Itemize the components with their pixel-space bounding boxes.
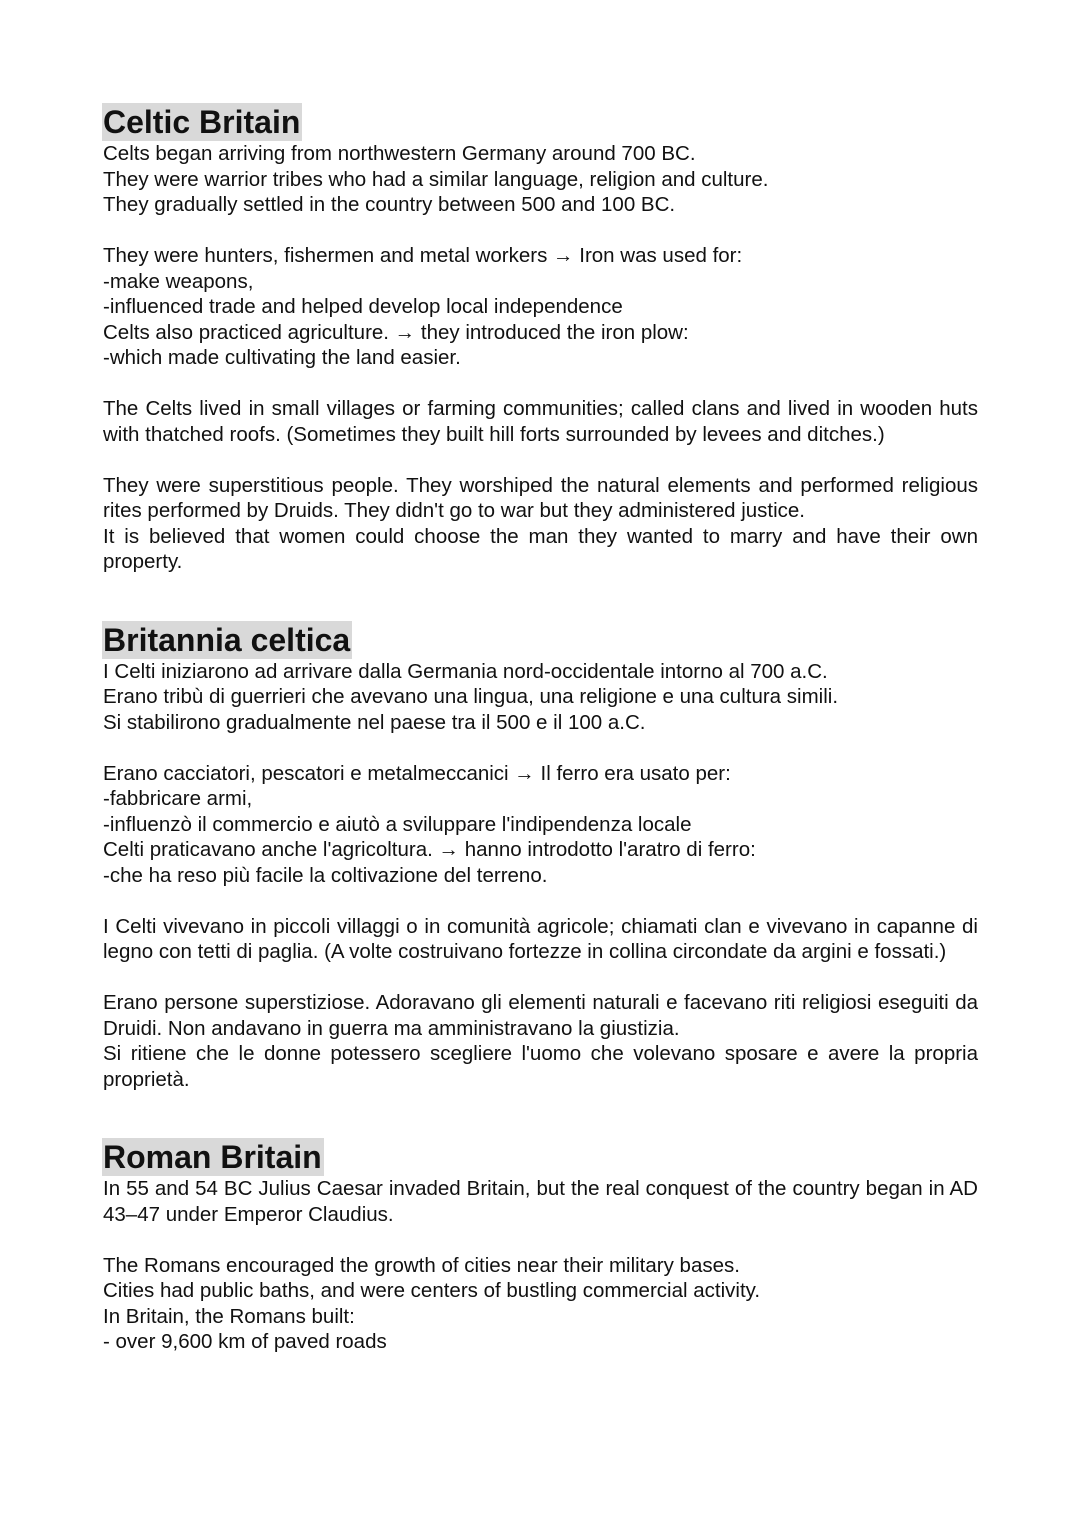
text-line: -che ha reso più facile la coltivazione del terreno. [103,863,548,887]
text-line: Celts began arriving from northwestern Germany around 700 BC. [103,142,696,165]
paragraph-arrival [103,141,978,218]
paragraph-beliefs [103,990,978,1092]
text-line: They gradually settled in the country between 500 and 100 BC. [103,193,676,216]
paragraph-arrival [103,659,978,736]
text-line: Celti praticavano anche l'agricoltura. → hanno introdotto l'aratro di ferro: [103,838,756,861]
text-line: -influenced trade and helped develop local independence [103,295,623,318]
text-line: -influenzò il commercio e aiutò a sviluppare l'indipendenza locale [103,812,692,836]
text-line: I Celti iniziarono ad arrivare dalla Germania nord-occidentale intorno al 700 a.C. [103,659,828,683]
text-line: Erano tribù di guerrieri che avevano una lingua, una religione e una cultura simili. [103,685,839,708]
text-line: -fabbricare armi, [103,787,253,810]
text-block: Si ritiene che le donne potessero scegliere l'uomo che volevano sposare e avere la propria proprietà. [103,1042,978,1091]
text-line: They were hunters, fishermen and metal workers → Iron was used for: [103,244,743,267]
text-line: Si stabilirono gradualmente nel paese tra il 500 e il 100 a.C. [103,710,646,734]
section-britannia-celtica [103,621,978,1093]
paragraph-cities [103,1253,978,1355]
paragraph-occupations [103,761,978,889]
text-line: Celts also practiced agriculture. → they introduced the iron plow: [103,320,689,344]
paragraph-villages: I Celti vivevano in piccoli villaggi o in comunità agricole; chiamati clan e vivevano in capanne di legno con tetti di paglia. (A volte costruivano fortezze in collina circondate da argini e fossati.) [103,914,978,963]
text-line: The Romans encouraged the growth of cities near their military bases. [103,1253,740,1277]
text-block: They were superstitious people. They worshiped the natural elements and performed religious rites performed by Druids. They didn't go to war but they administered justice. [103,473,978,522]
section-heading: Celtic Britain [103,104,301,140]
paragraph-occupations [103,243,978,371]
document-page [103,103,978,1401]
text-line: Cities had public baths, and were centers of bustling commercial activity. [103,1279,761,1302]
text-block: It is believed that women could choose the man they wanted to marry and have their own property. [103,524,978,573]
text-line: -which made cultivating the land easier. [103,346,461,369]
text-line: In Britain, the Romans built: [103,1304,355,1328]
paragraph-beliefs [103,473,978,575]
paragraph-conquest: In 55 and 54 BC Julius Caesar invaded Britain, but the real conquest of the country began in AD 43–47 under Emperor Claudius. [103,1177,978,1226]
text-line: Erano cacciatori, pescatori e metalmeccanici → Il ferro era usato per: [103,761,731,785]
section-celtic-britain [103,103,978,575]
text-block: Erano persone superstiziose. Adoravano gli elementi naturali e facevano riti religiosi eseguiti da Druidi. Non andavano in guerra ma amministravano la giustizia. [103,991,978,1040]
text-line: - over 9,600 km of paved roads [103,1330,387,1353]
text-line: They were warrior tribes who had a similar language, religion and culture. [103,167,769,191]
text-line: -make weapons, [103,269,254,293]
section-roman-britain [103,1138,978,1355]
section-heading: Roman Britain [103,1139,322,1175]
paragraph-villages: The Celts lived in small villages or farming communities; called clans and lived in wooden huts with thatched roofs. (Sometimes they built hill forts surrounded by levees and ditches.) [103,397,978,446]
section-heading: Britannia celtica [103,621,351,658]
